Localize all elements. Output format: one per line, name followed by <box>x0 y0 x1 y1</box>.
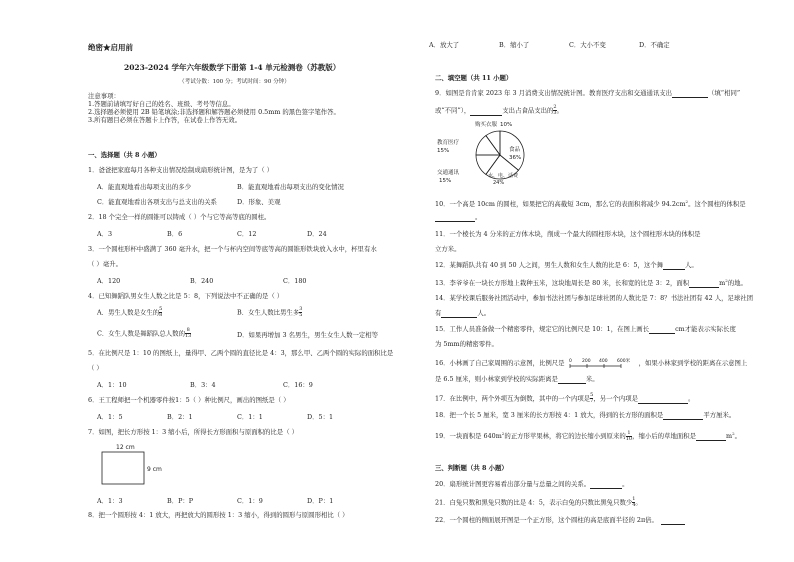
q16-line-2-end: 米。 <box>585 375 599 383</box>
q8-option-a[interactable]: A．放大了 <box>429 41 460 49</box>
q7-rectangle <box>102 452 144 484</box>
q5-line-2: （ ） <box>88 364 103 372</box>
q4-option-a-text: A．男生人数是女生的 <box>97 308 160 317</box>
q19-end: 。 <box>734 432 742 441</box>
q6-text: 6．王工程师把一个机器零件按1：5（ ）种比例尺，画出的图纸是（ ） <box>88 396 290 404</box>
q19-fraction-denominator: 10 <box>625 435 633 442</box>
q19-text-c: ，缩小后的草地面积是 <box>632 432 697 441</box>
q10-line-1-text: 10．一个高是 10cm 的圆柱，如果把它的高截短 3cm，那么它的表面积将减少 94.2cm <box>435 200 686 209</box>
q17-line <box>435 393 694 404</box>
q2-option-a[interactable]: A．3 <box>97 230 113 238</box>
q1-option-d[interactable]: D．形象、美观 <box>237 198 281 206</box>
q7-figure-top-label: 12 cm <box>116 444 135 451</box>
q15-line-1 <box>435 325 736 334</box>
q9-line-1 <box>435 89 740 98</box>
q1-option-a[interactable]: A．能直观地看出每项支出的多少 <box>97 183 192 191</box>
pie-label-clothing: 购买衣服 <box>475 122 498 128</box>
q6-option-d[interactable]: D．5：1 <box>307 413 334 421</box>
q2-option-d[interactable]: D．24 <box>307 230 327 238</box>
q10-line-2 <box>435 213 481 222</box>
q13-unit: m <box>719 279 726 288</box>
q9-line-1-hint: （填“相同” <box>708 89 741 97</box>
q9-pie-chart <box>435 118 550 192</box>
section2-title: 二、填空题（共 11 小题） <box>435 74 513 82</box>
q14-blank[interactable] <box>441 309 477 318</box>
q13-text: 13．李爷爷在一块长方形地上栽种玉米，这块地周长是 80 米，长和宽的比是 3：2，面积 <box>435 279 690 288</box>
scale-tick-600: 600米 <box>616 359 630 364</box>
q19-superscript: 2 <box>501 431 505 436</box>
q7-option-b[interactable]: B．P：P <box>167 497 194 505</box>
q10-blank[interactable] <box>435 213 475 222</box>
q10-superscript: 2 <box>685 199 689 204</box>
q4-option-a-fraction <box>159 307 162 318</box>
q4-option-d[interactable]: D．如果再增加 3 名男生，男生女生人数一定相等 <box>237 331 379 339</box>
q12-text: 12．某舞蹈队共有 40 到 50 人之间，男生人数和女生人数的比是 6：5，这个舞 <box>435 261 664 269</box>
q1-text: 1．爸爸把家庭每月各种支出情况绘制成扇形统计图，是为了（ ） <box>88 166 274 174</box>
q4-option-c-numerator: 8 <box>186 327 190 333</box>
q21-fraction-denominator: 4 <box>632 502 636 508</box>
q4-option-b[interactable] <box>237 307 302 318</box>
q19-text-b: 的正方形苹果林，将它的边长缩小到原来的 <box>504 432 626 441</box>
pie-value-education: 15% <box>437 148 450 154</box>
q19-blank[interactable] <box>696 432 726 441</box>
q18-end: 平方厘米。 <box>703 411 736 419</box>
q20-text: 20．扇形统计图更容易看出部分量与总量之间的关系。 <box>435 480 591 488</box>
q7-figure-side-label: 9 cm <box>147 466 162 473</box>
q13-blank[interactable] <box>689 279 719 288</box>
q3-option-c[interactable]: C．180 <box>283 277 307 285</box>
q16-line-2 <box>435 375 599 384</box>
exam-title: 2023-2024 学年六年级数学下册第 1-4 单元检测卷（苏教版） <box>124 63 341 72</box>
q19-unit: m <box>726 432 733 441</box>
q5-option-c[interactable]: C．16：9 <box>283 381 313 389</box>
pie-label-utilities: 水、电、话费 <box>488 173 519 179</box>
section1-title: 一、选择题（共 8 小题） <box>88 151 161 159</box>
q13-unit-superscript: 2 <box>725 278 728 283</box>
q4-option-a[interactable] <box>97 307 162 318</box>
pie-slice-clothing <box>486 131 500 155</box>
q21-text: 21．白兔只数和黑兔只数的比是 4：5，表示白兔的只数比黑兔只数少 <box>435 498 633 507</box>
q20-end: 。 <box>622 480 629 488</box>
q17-fraction-numerator: 5 <box>590 392 594 398</box>
q6-option-b[interactable]: B．2：1 <box>167 413 193 421</box>
q22-line <box>435 516 685 525</box>
q21-fraction-numerator: 1 <box>632 496 636 502</box>
q9-fraction-denominator: 3 <box>553 110 557 116</box>
exam-info: （考试分数：100 分；考试时间：90 分钟） <box>179 79 290 85</box>
scale-tick-200: 200 <box>581 359 591 364</box>
q17-text: 17．在比例中，两个外项互为倒数，其中的一个内项是 <box>435 394 591 403</box>
pie-label-transport: 交通通讯 <box>437 170 460 176</box>
q15-line-1-text: 15．工作人员准备做一个精密零件，规定它的比例尺是 10：1，在图上画长 <box>435 325 650 333</box>
scale-bar-line <box>570 364 621 368</box>
notes-item-2: 2.选择题必须使用 2B 铅笔填涂;非选择题和解答题必须使用 0.5mm 的黑色签字笔作答。 <box>88 108 340 116</box>
q3-line-2: （ ）毫升。 <box>88 260 122 268</box>
q19-fraction-numerator: 1 <box>627 429 631 436</box>
q2-option-b[interactable]: B．6 <box>167 230 183 238</box>
q10-line-1-text-b: 。这个圆柱的体积是 <box>688 200 746 209</box>
q16-line-2-text: 是 6.5 厘米，则小林家到学校的实际距离是 <box>435 375 558 383</box>
pie-label-education: 教育医疗 <box>437 140 460 146</box>
q22-blank[interactable] <box>661 516 685 525</box>
q12-end: 人。 <box>685 261 698 269</box>
q15-blank[interactable] <box>649 325 675 334</box>
pie-value-clothing: 10% <box>500 122 513 128</box>
q17-fraction-denominator: 7 <box>590 398 594 404</box>
q22-text: 22．一个圆柱的侧面展开图是一个正方形，这个圆柱的高是底面半径的 2π倍。 <box>435 516 658 524</box>
scale-tick-400: 400 <box>598 359 608 364</box>
q4-option-b-numerator: 3 <box>299 306 303 312</box>
q16-blank[interactable] <box>558 375 586 384</box>
q15-line-1-text-b: cm才能表示实际长度 <box>675 325 736 333</box>
q16-line-1-text: 16．小林画了自己家周围的示意图，比例尺是 <box>435 359 565 367</box>
q11-line-1: 11．一个棱长为 4 分米的正方体木块，削成一个最大的圆柱形木块，这个圆柱形木块的体积是 <box>435 230 701 238</box>
secret-mark: 绝密★启用前 <box>88 43 133 52</box>
q7-rectangle-figure <box>96 440 166 490</box>
pie-slice-transport <box>476 155 500 174</box>
q4-option-b-text: B．女生人数比男生多 <box>237 308 300 317</box>
q7-option-a[interactable]: A．1：3 <box>97 497 123 505</box>
q9-line-2 <box>435 105 563 116</box>
q19-text: 19．一块面积是 640m <box>435 432 502 441</box>
q8-text: 8．把一个圆形按 4：1 放大，再把放大的圆形按 1：3 缩小，得到的圆形与原圆形相比（ ） <box>88 511 349 519</box>
q3-line-1: 3．一个圆柱形杯中盛满了 360 毫升水，把一个与杯内空间等底等高的圆锥形铁块放入水中，杯里有水 <box>88 245 377 253</box>
q10-line-1 <box>435 198 746 208</box>
q15-line-2: 为 5mm的精密零件。 <box>435 340 498 348</box>
q17-blank[interactable] <box>638 395 688 404</box>
q4-option-a-denominator: 8 <box>159 312 163 318</box>
q2-text: 2．18 个完全一样的圆锥可以铸成（ ）个与它等高等底的圆柱。 <box>88 213 271 221</box>
q4-text: 4．已知舞蹈队男女生人数之比是 5：8，下列说法中不正确的是（ ） <box>88 292 284 300</box>
q6-option-a[interactable]: A．1：5 <box>97 413 123 421</box>
q20-line <box>435 480 629 489</box>
q8-option-d[interactable]: D．不确定 <box>639 41 670 49</box>
q14-line-2-end: 人。 <box>477 309 491 317</box>
q21-line <box>435 497 642 508</box>
q8-option-c[interactable]: C．大小不变 <box>569 41 606 49</box>
notes-item-1: 1.答题前请填写好自己的姓名、班级、考号等信息。 <box>88 100 235 108</box>
q13-end: 的地。 <box>727 279 747 288</box>
pie-label-food: 食品 <box>509 147 521 153</box>
q19-line <box>435 430 741 442</box>
q4-option-c[interactable] <box>97 328 191 339</box>
q4-option-c-fraction <box>185 328 191 339</box>
q8-option-b[interactable]: B．缩小了 <box>499 41 530 49</box>
q4-option-b-denominator: 5 <box>299 312 303 318</box>
q9-line-1-text: 9．如图是肯肯家 2023 年 3 月消费支出情况统计图。教育医疗支出和交通通讯支出 <box>435 89 673 97</box>
q3-option-b[interactable]: B．240 <box>190 277 214 285</box>
q4-option-c-denominator: 13 <box>184 333 192 339</box>
q10-line-2-end: 。 <box>475 213 482 221</box>
q16-line-1-text-b: ，如果小林家到学校的距离在示意图上 <box>638 359 748 367</box>
q14-line-2-text: 有 <box>435 309 442 317</box>
pie-value-food: 36% <box>509 155 522 161</box>
q17-end: 。 <box>688 394 695 403</box>
q9-line-2-text-b: 支出占食品支出的 <box>502 106 554 115</box>
q18-line <box>435 411 735 420</box>
q1-option-c[interactable]: C．能直观地看出各项支出与总支出的关系 <box>97 198 217 206</box>
q7-text: 7．如图，把长方形按 1：3 缩小后，所得长方形面积与原面积的比是（ ） <box>88 428 299 436</box>
q4-option-a-numerator: 5 <box>159 306 163 312</box>
q2-option-c[interactable]: C．12 <box>237 230 257 238</box>
q20-blank[interactable] <box>590 480 622 489</box>
q19-unit-superscript: 2 <box>732 431 735 436</box>
q12-line <box>435 261 698 270</box>
q4-option-b-fraction <box>299 307 302 318</box>
q1-option-b[interactable]: B．能直观地看出每项支出的变化情况 <box>237 183 344 191</box>
q21-end: 。 <box>635 498 642 507</box>
notes-title: 注意事项： <box>88 92 120 100</box>
pie-value-utilities: 24% <box>493 180 505 186</box>
q4-option-c-text: C．女生人数是舞蹈队总人数的 <box>97 329 185 338</box>
q9-line-2-end: 。 <box>556 106 563 115</box>
q9-blank-2[interactable] <box>470 107 502 116</box>
section3-title: 三、判断题（共 8 小题） <box>435 464 508 472</box>
q9-blank-1[interactable] <box>672 89 708 98</box>
q7-option-c[interactable]: C．1：9 <box>237 497 263 505</box>
q5-line-1: 5．在比例尺是 1：10 的图纸上，量得甲、乙两个圆的直径比是 4：3，那么甲、乙两个圆的实际的面积比是 <box>88 349 394 357</box>
scale-tick-0: 0 <box>568 359 572 364</box>
q16-scale-bar <box>567 357 637 369</box>
pie-value-transport: 15% <box>439 178 452 184</box>
q14-line-2 <box>435 309 490 318</box>
notes-item-3: 3.所有题目必须在答题卡上作答，在试卷上作答无效。 <box>88 116 242 124</box>
q3-option-a[interactable]: A．120 <box>97 277 121 285</box>
q18-blank[interactable] <box>663 411 703 420</box>
q17-text-b: ，另一个内项是 <box>593 394 639 403</box>
q9-line-2-text: 或“不同”）， <box>435 106 471 115</box>
q13-line <box>435 277 747 288</box>
q11-line-2: 立方米。 <box>435 245 461 253</box>
right-column <box>397 0 794 562</box>
q16-line-1 <box>435 357 747 369</box>
q9-fraction-numerator: 2 <box>553 104 557 110</box>
q6-option-c[interactable]: C．1：1 <box>237 413 263 421</box>
q18-text: 18．把一个长 5 厘米，宽 3 厘米的长方形按 4：1 放大，得到的长方形的面积是 <box>435 411 664 419</box>
q12-blank[interactable] <box>663 261 685 270</box>
q14-line-1: 14．某学校课后服务社团活动中，参加书法社团与参加足球社团的人数比是 7：8？书法社团有 42 人，足球社团 <box>435 294 754 302</box>
q5-option-b[interactable]: B．3：4 <box>190 381 216 389</box>
q5-option-a[interactable]: A．1：10 <box>97 381 127 389</box>
q7-option-d[interactable]: D．P：1 <box>307 497 334 505</box>
